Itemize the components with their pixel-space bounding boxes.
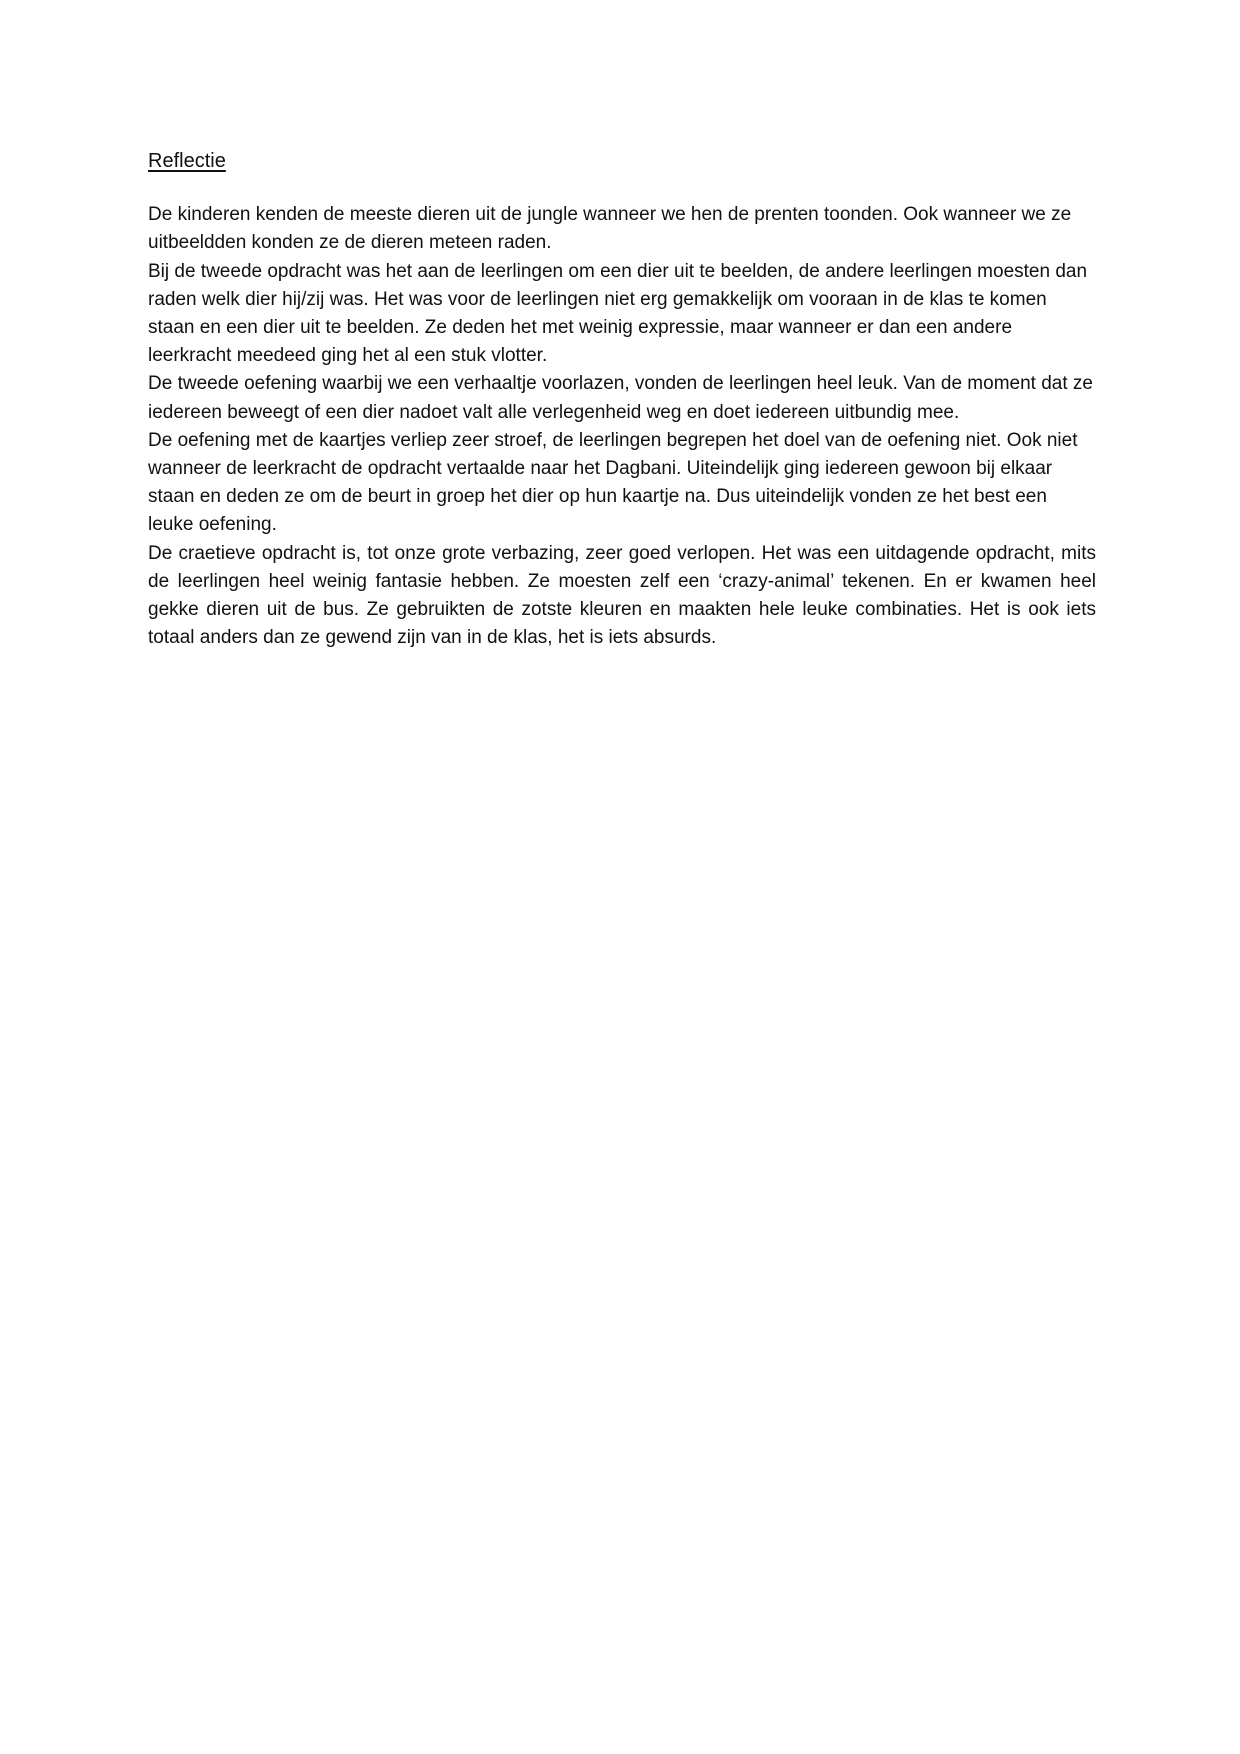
paragraph-jungle-animals: De kinderen kenden de meeste dieren uit de jungle wanneer we hen de prenten toonden. Ook wanneer we ze uitbeeldden konden ze de dieren meteen raden. [148,204,1072,254]
paragraph-second-assignment: Bij de tweede opdracht was het aan de leerlingen om een dier uit te beelden, de andere leerlingen moesten dan raden welk dier hij/zij was. Het was voor de leerlingen niet erg gemakkelijk om vooraan in de klas te komen staan en een dier uit te beelden. Ze deden het met weinig expressie, maar wanneer er dan een andere leerkracht meedeed ging het al een stuk vlotter. [148,260,1088,367]
paragraph-creative-assignment: De craetieve opdracht is, tot onze grote verbazing, zeer goed verlopen. Het was een uitdagende opdracht, mits de leerlingen heel weinig fantasie hebben. Ze moesten zelf een ‘crazy-animal’ tekenen. En er kwamen heel gekke dieren uit de bus. Ze gebruikten de zotste kleuren en maakten hele leuke combinaties. Het is ook iets totaal anders dan ze gewend zijn van in de klas, het is iets absurds. [148,542,1096,649]
paragraph-cards-exercise: De oefening met de kaartjes verliep zeer stroef, de leerlingen begrepen het doel van de oefening niet. Ook niet wanneer de leerkracht de opdracht vertaalde naar het Dagbani. Uiteindelijk ging iedereen gewoon bij elkaar staan en deden ze om de beurt in groep het dier op hun kaartje na. Dus uiteindelijk vonden ze het best een leuke oefening. [148,429,1078,536]
document-body [148,147,1096,652]
paragraph-story-exercise: De tweede oefening waarbij we een verhaaltje voorlazen, vonden de leerlingen heel leuk. Van de moment dat ze iedereen beweegt of een dier nadoet valt alle verlegenheid weg en doet iedereen uitbundig mee. [148,373,1093,423]
page-title: Reflectie [148,150,226,172]
